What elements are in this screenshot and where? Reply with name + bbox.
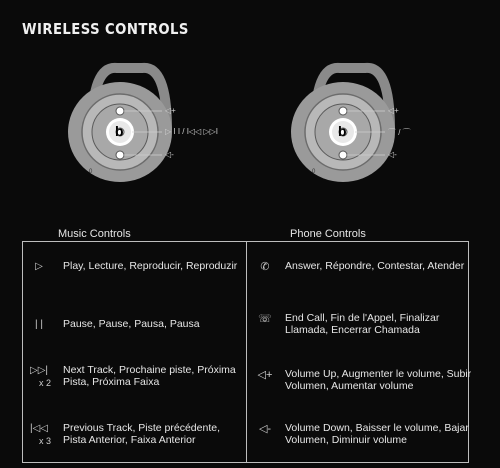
page-title: WIRELESS CONTROLS bbox=[22, 20, 189, 38]
volume-up-annotation: ◁+ bbox=[388, 106, 399, 115]
volume-down-icon: ◁- bbox=[258, 423, 272, 435]
music-row-previous bbox=[23, 420, 245, 460]
music-row-pause bbox=[23, 316, 245, 356]
press-count: x 3 bbox=[38, 436, 51, 446]
music-row-text: Pause, Pause, Pausa, Pausa bbox=[63, 318, 200, 330]
left-headphone-diagram bbox=[62, 60, 252, 185]
volume-up-icon: ◁+ bbox=[257, 369, 273, 381]
music-row-text: Next Track, Prochaine piste, Próxima Pista, Próxima Faixa bbox=[63, 364, 236, 388]
phone-row-text: Volume Up, Augmenter le volume, Subir Volumen, Aumentar volume bbox=[285, 368, 472, 392]
phone-row-volume-up bbox=[251, 366, 472, 406]
phone-row-text: End Call, Fin de l'Appel, Finalizar Llamada, Encerrar Chamada bbox=[285, 312, 440, 336]
volume-up-annotation: ◁+ bbox=[165, 106, 176, 115]
small-marker: 0 bbox=[89, 169, 93, 175]
phone-row-text: Volume Down, Baisser le volume, Bajar Volumen, Diminuir volume bbox=[285, 422, 469, 446]
play-pause-track-annotation: ▷ I I / I◁◁ ▷▷I bbox=[165, 127, 218, 136]
phone-controls-heading: Phone Controls bbox=[290, 228, 366, 240]
beats-logo: b bbox=[338, 123, 347, 139]
volume-down-annotation: ◁- bbox=[165, 150, 174, 159]
play-icon: ▷ bbox=[35, 261, 43, 272]
controls-table bbox=[22, 241, 472, 463]
press-count: x 2 bbox=[38, 378, 51, 388]
music-row-text: Play, Lecture, Reproducir, Reproduzir bbox=[63, 260, 238, 272]
pause-icon: | | bbox=[35, 319, 43, 330]
music-row-play bbox=[23, 258, 245, 298]
phone-row-volume-down bbox=[251, 420, 469, 460]
answer-call-icon: ✆ bbox=[260, 261, 270, 273]
phone-row-answer bbox=[251, 258, 469, 298]
call-annotation: ⌒ / ⌒ bbox=[388, 128, 411, 137]
end-call-icon: ☏ bbox=[258, 313, 272, 325]
previous-track-icon: |◁◁ bbox=[30, 423, 48, 434]
next-track-icon: ▷▷| bbox=[30, 365, 48, 376]
headphone-illustration bbox=[62, 60, 252, 185]
small-marker: 0 bbox=[312, 169, 316, 175]
music-row-next bbox=[23, 362, 245, 402]
phone-row-text: Answer, Répondre, Contestar, Atender bbox=[285, 260, 465, 272]
headphone-illustration bbox=[285, 60, 475, 185]
music-controls-heading: Music Controls bbox=[58, 228, 131, 240]
music-row-text: Previous Track, Piste précédente, Pista Anterior, Faixa Anterior bbox=[63, 422, 220, 446]
beats-logo: b bbox=[115, 123, 124, 139]
right-headphone-diagram bbox=[285, 60, 475, 185]
column-divider bbox=[246, 242, 247, 462]
volume-down-annotation: ◁- bbox=[388, 150, 397, 159]
phone-row-end-call bbox=[251, 310, 469, 350]
